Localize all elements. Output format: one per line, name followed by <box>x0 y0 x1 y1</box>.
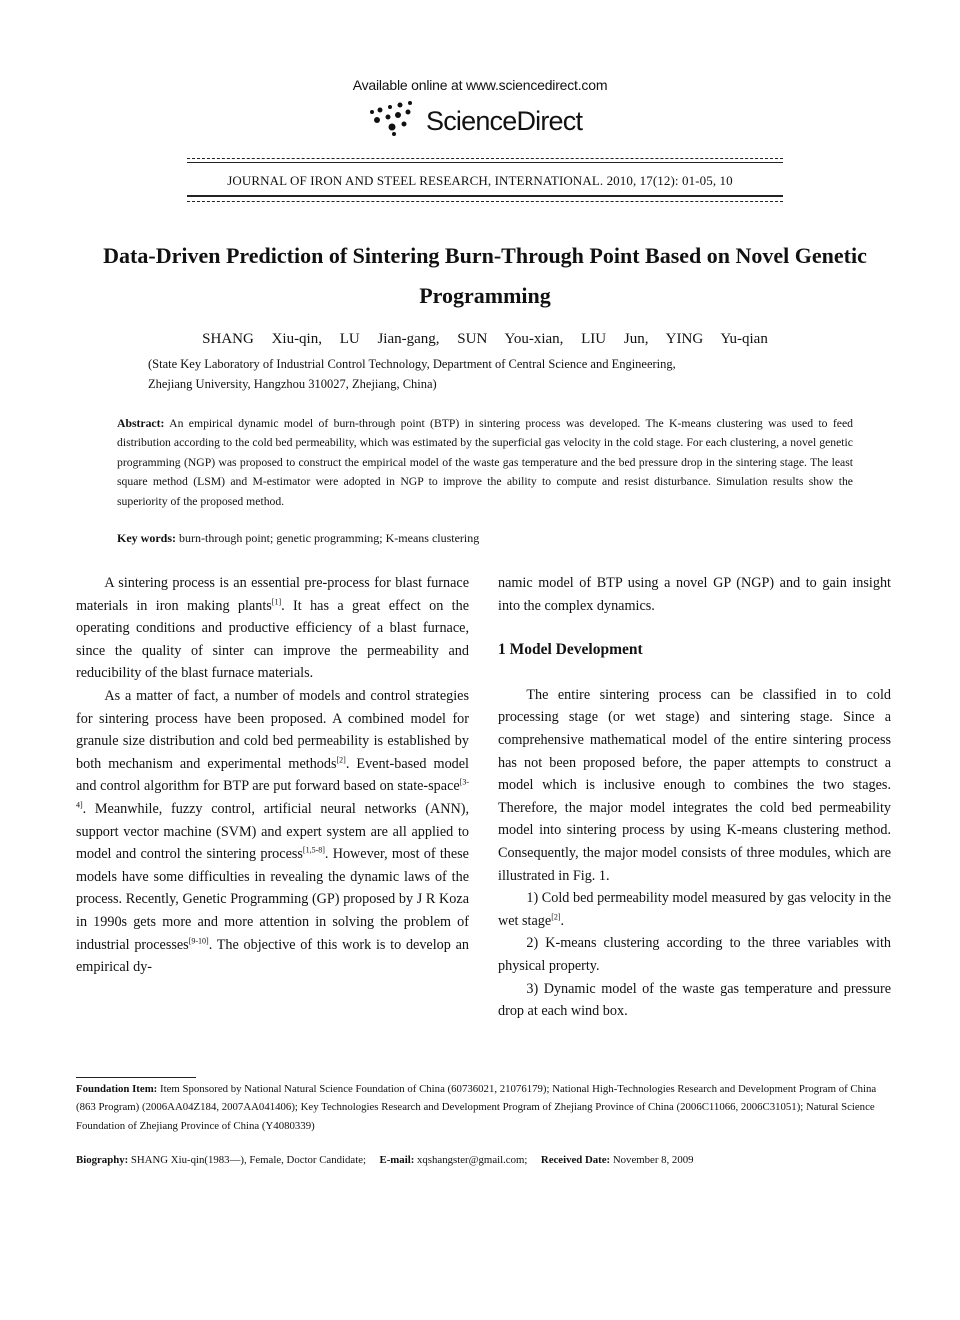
body-paragraph: namic model of BTP using a novel GP (NGP) and to gain insight into the complex dynamics. <box>498 575 891 614</box>
sciencedirect-logo <box>368 98 608 142</box>
paper-title: Data-Driven Prediction of Sintering Burn-Through Point Based on Novel Genetic Programming <box>103 243 867 308</box>
author-list: SHANG Xiu-qin, LU Jian-gang, SUN You-xian, LIU Jun, YING Yu-qian <box>202 331 768 347</box>
section-heading: 1 Model Development <box>498 641 643 659</box>
foundation-footnote <box>76 1080 894 1135</box>
foundation-label: Foundation Item: <box>76 1083 158 1095</box>
biography-text: SHANG Xiu-qin(1983—), Female, Doctor Candidate; <box>130 1154 366 1166</box>
biography-label: Biography: <box>76 1154 129 1166</box>
header-rule-top <box>187 162 783 163</box>
header-rule-bottom <box>187 195 783 197</box>
header-rule-top-dashed <box>187 158 783 159</box>
citation-ref: [1,5-8] <box>302 845 325 855</box>
biography-footnote <box>76 1154 894 1166</box>
left-column <box>76 572 469 979</box>
sciencedirect-dots-icon <box>368 100 428 136</box>
keywords-text: burn-through point; genetic programming; K-means clustering <box>179 531 480 545</box>
received-date: November 8, 2009 <box>612 1154 694 1166</box>
abstract-text: An empirical dynamic model of burn-through point (BTP) in sintering process was developed. The K-means clustering was used to feed distribution according to the cold bed permeability, which was estimated by the superficial gas velocity in the cold stage. For each clustering, a novel genetic programming (NGP) was proposed to construct the empirical model of the waste gas temperature and the bed pressure drop in the sintering stage. The least square method (LSM) and M-estimator were adopted in NGP to improve the ability to compute and resist disturbance. Simulation results show the superiority of the proposed method. <box>117 417 853 508</box>
header-rule-bottom-dashed <box>187 201 783 202</box>
sciencedirect-wordmark: ScienceDirect <box>426 106 583 136</box>
availability-note: Available online at www.sciencedirect.com <box>352 77 608 93</box>
keywords <box>117 531 853 546</box>
list-item: 3) Dynamic model of the waste gas temperature and pressure drop at each wind box. <box>498 980 891 1020</box>
email-label: E-mail: <box>379 1154 415 1166</box>
citation-ref: [2] <box>551 911 561 921</box>
affiliation <box>148 354 848 394</box>
abstract <box>117 414 853 511</box>
body-paragraph: The entire sintering process can be classified in to cold processing stage (or wet stage) and sintering stage. Since a comprehensive mathematical model of the entire sintering process has not been proposed before, the paper attempts to construct a model which is inclusive enough to combines the two stages. Therefore, the major model integrates the cold bed permeability model into sintering process by using K-means clustering method. Consequently, the major model consists of three modules, which are illustrated in Fig. 1. <box>498 686 891 884</box>
list-item: 2) K-means clustering according to the three variables with physical property. <box>498 935 891 974</box>
citation-ref: [2] <box>336 755 346 765</box>
foundation-text: Item Sponsored by National Natural Science Foundation of China (60736021, 21076179); National High-Technologies Research and Development Program of China (863 Program) (2006AA04Z184, 2007AA041406); Key Technologies Research and Development Program of Zhejiang Province of China (2006C11066, 2006C31051); Natural Science Foundation of Zhejiang Province of China (Y4080339) <box>76 1083 877 1132</box>
list-item: 1) Cold bed permeability model measured by gas velocity in the wet stage[2]. <box>498 890 891 929</box>
body-paragraph: A sintering process is an essential pre-process for blast furnace materials in iron making plants[1]. It has a great effect on the operating conditions and productive efficiency of a blast furnace, since the quality of sinter can improve the permeability and reducibility of the blast furnace materials. <box>76 575 469 682</box>
journal-citation: JOURNAL OF IRON AND STEEL RESEARCH, INTERNATIONAL. 2010, 17(12): 01-05, 10 <box>227 173 733 188</box>
right-column <box>498 572 891 1023</box>
footnote-rule <box>76 1077 196 1078</box>
citation-ref: [9-10] <box>188 935 209 945</box>
affiliation-line: (State Key Laboratory of Industrial Control Technology, Department of Central Science and Engineering, <box>148 357 676 371</box>
body-paragraph: As a matter of fact, a number of models and control strategies for sintering process have been proposed. A combined model for granule size distribution and cold bed permeability is established by both mechanism and experimental methods[2]. Event-based model and control algorithm for BTP are put forward based on state-space[3-4]. Meanwhile, fuzzy control, artificial neural networks (ANN), support vector machine (SVM) and expert system are all applied to model and control the sintering process[1,5-8]. However, most of these models have some difficulties in revealing the dynamic laws of the process. Recently, Genetic Programming (GP) proposed by J R Koza in 1990s gets more and more attention in solving the problem of industrial processes[9-10]. The objective of this work is to develop an empirical dy- <box>76 687 469 976</box>
citation-ref: [3-4] <box>76 777 469 810</box>
citation-ref: [1] <box>271 596 282 606</box>
email-address: xqshangster@gmail.com; <box>417 1154 528 1166</box>
affiliation-line: Zhejiang University, Hangzhou 310027, Zhejiang, China) <box>148 377 437 391</box>
received-label: Received Date: <box>540 1154 611 1166</box>
abstract-label: Abstract: <box>117 417 165 430</box>
keywords-label: Key words: <box>117 531 176 545</box>
